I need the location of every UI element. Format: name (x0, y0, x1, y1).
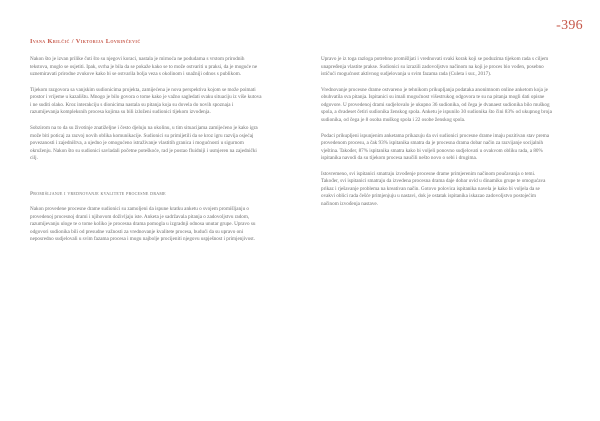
right-paragraph-4: Istovremeno, svi ispitanici smatraju izvođenje procesne drame primjerenim načinom poučavanja o temi. Također, svi ispitanici smatraju da izvedena procesna drama daje dobar uvid u dinamiku grupe te omogućava prikaz i rješavanje problema na kreativan način. Gotovo polovica ispitanika navela je kako bi voljela da se ovakvi oblici rada češće primjenjuju u nastavi, dok je ostatak ispitanika iskazao zadovoljstvo postojećim načinom izvođenja nastave. (321, 170, 546, 207)
running-header-authors: Ivana Krilčić / Viktorija Lovrinčević (30, 38, 141, 45)
left-paragraph-2: Tijekom razgovora sa vanjskim sudionicima projekta, zamijećena je nova perspektiva kojom se može poimati prostor i vrijeme u kazalištu. Mnogo je bilo govora o tome kako je važno sagledati svaku situaciju iz više kutova i ne suditi olako. Kroz interakciju s dionicima nastala su pitanja koja su dovela do novih spoznaja i razumijevanja kompleksnih procesa kojima su bili izloženi sudionici tijekom izvođenja. (30, 86, 262, 116)
left-column (30, 56, 262, 252)
left-paragraph-3: Sobzirom na to da su životinje znatiželjne i često djeluju na okolinu, u tim situacijama zamijećeno je kako igra može biti poticaj za razvoj novih oblika komunikacije. Sudionici su primijetili da se kroz igru razvija osjećaj povezanosti i zajedništva, a ujedno je omogućeno istraživanje vlastitih granica i mogućnosti u sigurnom okruženju. Nakon što su sudionici savladali početne poteškoće, rad je postao fluidniji i usmjeren na zajednički cilj. (30, 125, 258, 162)
left-paragraph-1: Nakon što je izvan prilike čuti što su njegovi koraci, nastala je mirnoća ne podudarna s vrstom prirodnih tekstova, moglo se osjetiti. Ipak, svrha je bila da se pokaže kako se to može ostvariti u praksi, da je moguće ne uznemiravati prirodne zvukove kako bi se ostvarila bolja veza s okolinom i snažniji odnos s publikom. (30, 56, 258, 77)
right-paragraph-2: Vrednovanje procesne drame ostvareno je tehnikom prikupljanja podataka anonimnom online anketom koja je obuhvatila sva pitanja. Ispitanici su imali mogućnost višestrukog odgovora te su na pitanja mogli dati opisne odgovore. U provedenoj drami sudjelovalo je ukupno 36 sudionika, od čega je dvanaest sudionika bilo muškog spola, a dvadeset četiri sudionika ženskog spola. Anketu je ispunilo 30 sudionika što čini 83% od ukupnog broja sudionika, od čega je 8 osoba muškog spola i 22 osobe ženskog spola. (321, 86, 552, 123)
section-heading: Promišljanje i vrednovanje kvalitete procesne drame (30, 190, 166, 197)
right-paragraph-3: Podaci prikupljeni ispunjenim anketama prikazuju da svi sudionici procesne drame imaju pozitivan stav prema provedenom procesu, a čak 93% ispitanika smatra da je procesna drama dobar način za razvijanje socijalnih vještina. Također, 87% ispitanika smatra kako bi voljeli ponovno sudjelovati u ovakvom obliku rada, a 80% ispitanika navodi da su tijekom procesa naučili nešto novo o sebi i drugima. (321, 132, 549, 162)
page-number: -396 (556, 18, 583, 33)
right-paragraph-1: Upravo je iz toga razloga potrebno promišljati i vrednovati svaki korak koji se poduzima tijekom rada s ciljem unapređenja vlastite prakse. Sudionici su izrazili zadovoljstvo načinom na koji je proces bio vođen, posebno ističući mogućnost aktivnog sudjelovanja u svim fazama rada (Culeta i sur., 2017). (321, 56, 549, 77)
left-section-paragraph: Nakon provedene procesne drame sudionici su zamoljeni da ispune kratku anketu o svojem promišljanju o provedenoj procesnoj drami i njihovom doživljaju iste. Anketa je sadržavala pitanja o zadovoljstvu radom, razumijevanju uloge te o tome koliko je procesna drama pomogla u izgradnji odnosa unutar grupe. Upravo su odgovori sudionika bili od presudne važnosti za vrednovanje kvalitete procesa, budući da su upravo oni neposredno sudjelovali u svim fazama procesa i mogu najbolje procijeniti njegovu uspješnost i primjenjivost. (30, 206, 256, 243)
right-column (321, 56, 553, 217)
